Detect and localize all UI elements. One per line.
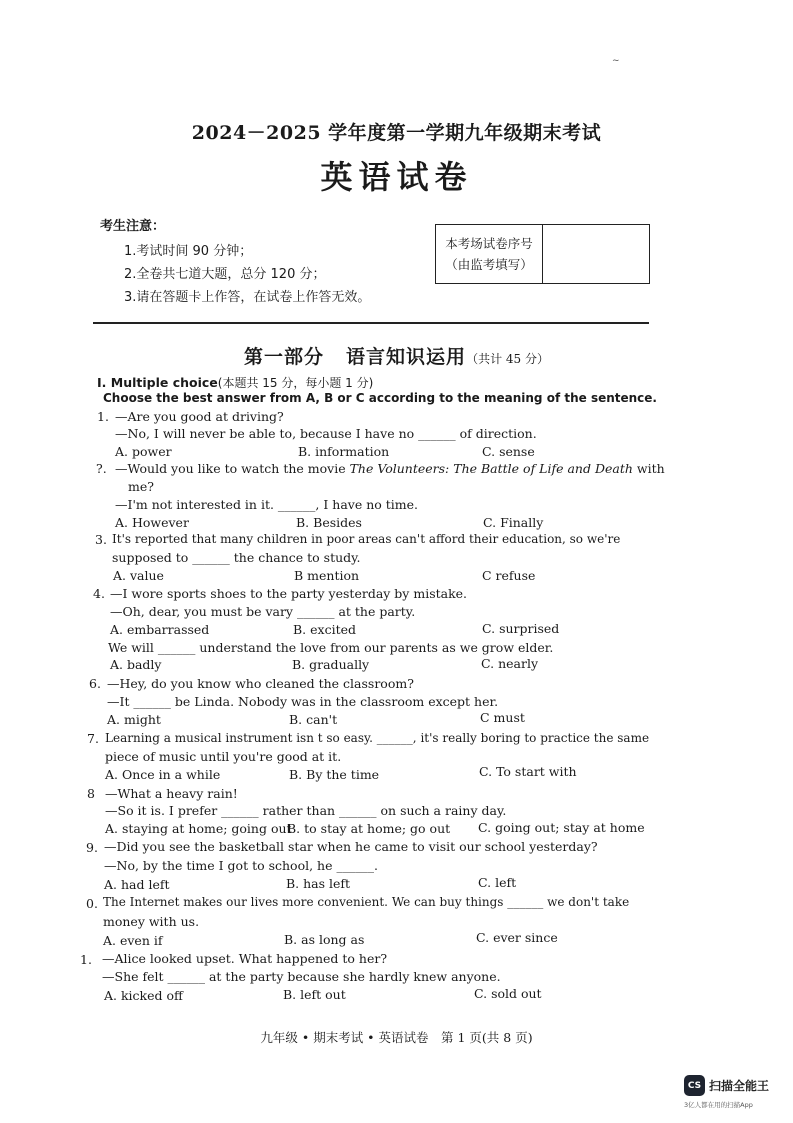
option-a: A. kicked off	[104, 988, 183, 1003]
option-c: C. surprised	[482, 621, 560, 636]
notice-item: 2.全卷共七道大题，总分 120 分；	[124, 267, 326, 282]
section-note: (本题共 15 分，每小题 1 分)	[217, 376, 374, 390]
option-c: C. Finally	[483, 515, 544, 530]
notice-heading: 考生注意：	[100, 219, 166, 234]
option-c: C. ever since	[476, 930, 558, 945]
question-number: 0.	[86, 896, 98, 911]
option-a: A. power	[115, 444, 172, 459]
question-text: Learning a musical instrument isn t so easy. ______, it's really boring to practice the same	[105, 731, 650, 745]
question-number: 4.	[93, 586, 105, 601]
subject-title: 英语试卷	[320, 158, 473, 196]
seat-number-field	[543, 225, 649, 283]
question-text: —Would you like to watch the movie The Volunteers: The Battle of Life and Death with	[115, 461, 665, 476]
seat-number-box	[435, 224, 650, 284]
question-number: 1.	[97, 409, 109, 424]
divider	[93, 322, 649, 324]
question-text: —No, by the time I got to school, he ______.	[104, 858, 378, 873]
question-number: 3.	[95, 532, 107, 547]
page-footer: 九年级 • 期末考试 • 英语试卷 第 1 页(共 8 页)	[260, 1030, 533, 1045]
camscanner-logo: CS	[684, 1075, 705, 1096]
question-text: money with us.	[103, 914, 200, 929]
watermark-name: 扫描全能王	[709, 1079, 770, 1093]
watermark-subtitle: 3亿人都在用的扫描App	[684, 1101, 753, 1109]
option-b: B. has left	[286, 876, 351, 891]
question-text: me?	[128, 479, 154, 494]
seat-label-line2: （由监考填写）	[445, 257, 533, 272]
question-text: —I wore sports shoes to the party yesterday by mistake.	[110, 586, 468, 601]
option-b: B. left out	[283, 987, 346, 1002]
option-b: B. to stay at home; go out	[287, 821, 451, 836]
seat-label-line1: 本考场试卷序号	[445, 236, 533, 251]
option-b: B. Besides	[296, 515, 362, 530]
option-c: C refuse	[482, 568, 536, 583]
question-text: —She felt ______ at the party because she hardly knew anyone.	[102, 969, 501, 984]
question-text: —What a heavy rain!	[105, 786, 238, 801]
option-c: C. going out; stay at home	[478, 820, 645, 835]
option-c: C. To start with	[479, 764, 577, 779]
question-text: —Hey, do you know who cleaned the classroom?	[107, 676, 414, 691]
option-c: C. sold out	[474, 986, 542, 1001]
option-b: B. excited	[293, 622, 357, 637]
question-text: —Did you see the basketball star when he came to visit our school yesterday?	[104, 839, 598, 854]
movie-title: The Volunteers: The Battle of Life and Death	[349, 461, 633, 476]
question-number: 1.	[80, 952, 92, 967]
scanner-watermark	[684, 1075, 769, 1096]
question-text: piece of music until you're good at it.	[105, 749, 342, 764]
candidate-notice	[100, 215, 370, 309]
section-title	[97, 374, 373, 391]
question-text: —No, I will never be able to, because I have no ______ of direction.	[115, 426, 537, 441]
question-text: —I'm not interested in it. ______, I have no time.	[115, 497, 419, 512]
option-c: C. left	[478, 875, 517, 890]
question-text: The Internet makes our lives more convenient. We can buy things ______ we don't take	[103, 895, 630, 909]
question-number: 9.	[86, 840, 98, 855]
option-b: B. information	[298, 444, 390, 459]
option-a: A. However	[115, 515, 189, 530]
seat-number-label	[436, 225, 543, 283]
question-number: 8	[87, 786, 95, 801]
question-number: 6.	[89, 676, 101, 691]
notice-item: 3.请在答题卡上作答，在试卷上作答无效。	[124, 290, 371, 305]
option-a: A. even if	[103, 933, 163, 948]
option-a: A. might	[107, 712, 161, 727]
question-text: —So it is. I prefer ______ rather than ______ on such a rainy day.	[105, 803, 507, 818]
question-text: supposed to ______ the chance to study.	[112, 550, 361, 565]
question-text: —Alice looked upset. What happened to her?	[102, 951, 388, 966]
option-b: B. gradually	[292, 657, 370, 672]
exam-title: 2024－2025 学年度第一学期九年级期末考试	[191, 122, 602, 144]
option-a: A. had left	[104, 877, 170, 892]
option-c: C must	[480, 710, 525, 725]
part-heading	[0, 342, 793, 369]
option-a: A. staying at home; going out	[105, 821, 292, 836]
part-title: 第一部分	[244, 346, 325, 368]
option-a: A. value	[113, 568, 164, 583]
question-text: It's reported that many children in poor areas can't afford their education, so we're	[112, 532, 621, 546]
question-number: 7.	[87, 731, 99, 746]
option-c: C. nearly	[481, 656, 539, 671]
section-name: Ⅰ. Multiple choice	[97, 375, 218, 390]
option-a: A. badly	[110, 657, 162, 672]
option-b: B. By the time	[289, 767, 380, 782]
section-instruction: Choose the best answer from A, B or C according to the meaning of the sentence.	[103, 391, 657, 405]
part-topic: 语言知识运用	[346, 346, 467, 368]
question-text: —Oh, dear, you must be vary ______ at the party.	[110, 604, 416, 619]
option-b: B mention	[294, 568, 360, 583]
part-score: （共计 45 分）	[466, 352, 549, 366]
option-c: C. sense	[482, 444, 535, 459]
option-b: B. as long as	[284, 932, 365, 947]
option-b: B. can't	[289, 712, 338, 727]
question-text: We will ______ understand the love from our parents as we grow elder.	[108, 640, 554, 655]
option-a: A. embarrassed	[110, 622, 210, 637]
question-text: —Are you good at driving?	[115, 409, 284, 424]
option-a: A. Once in a while	[105, 767, 221, 782]
scan-mark: ~	[612, 56, 620, 66]
question-text: —It ______ be Linda. Nobody was in the classroom except her.	[107, 694, 499, 709]
question-number: ?.	[96, 461, 107, 476]
notice-item: 1.考试时间 90 分钟；	[124, 244, 253, 259]
